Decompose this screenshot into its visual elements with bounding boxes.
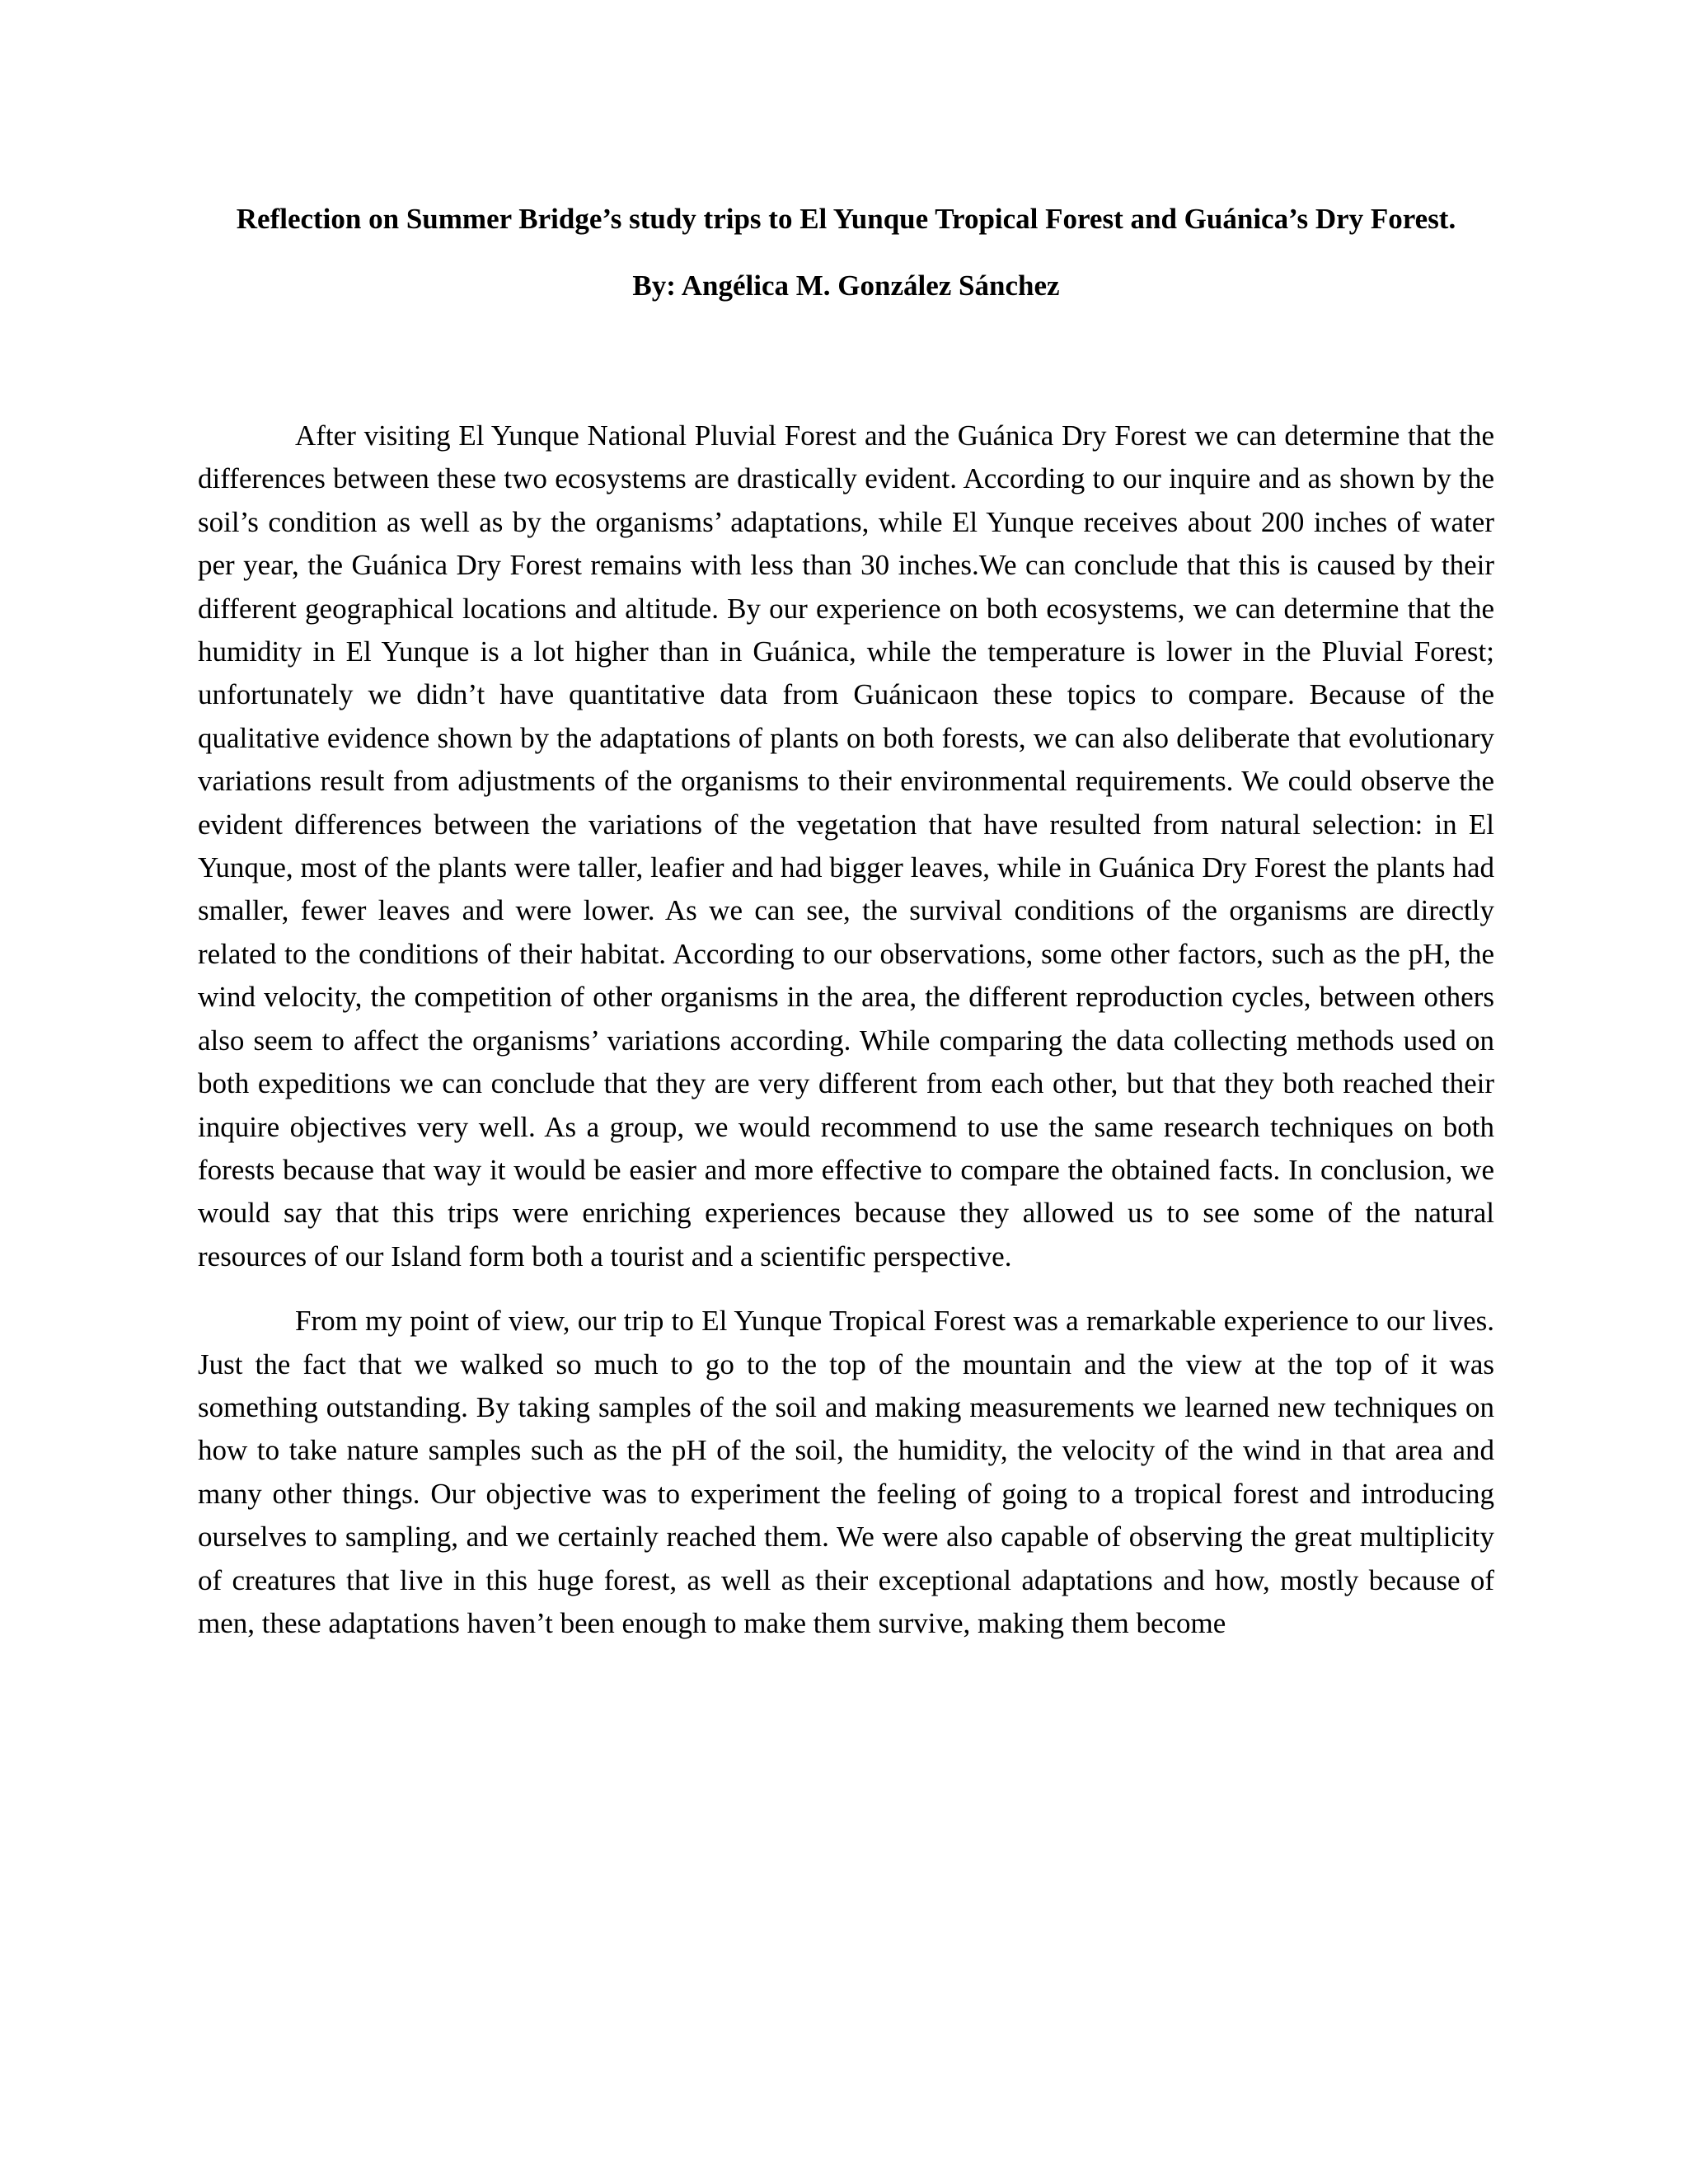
body-paragraph-2: From my point of view, our trip to El Yunque Tropical Forest was a remarkable experience to our lives. Just the fact that we walked so much to go to the top of the mountain and the view at the top of it was something outstanding. By taking samples of the soil and making measurements we learned new techniques on how to take nature samples such as the pH of the soil, the humidity, the velocity of the wind in that area and many other things. Our objective was to experiment the feeling of going to a tropical forest and introducing ourselves to sampling, and we certainly reached them. We were also capable of observing the great multiplicity of creatures that live in this huge forest, as well as their exceptional adaptations and how, mostly because of men, these adaptations haven’t been enough to make them survive, making them become	[198, 1305, 1494, 1639]
document-author: By: Angélica M. González Sánchez	[632, 269, 1060, 302]
document-title: Reflection on Summer Bridge’s study trips to El Yunque Tropical Forest and Guánica’s Dry Forest.	[236, 203, 1456, 235]
document-body	[198, 415, 1494, 1645]
document-page	[198, 198, 1494, 1645]
body-paragraph-1: After visiting El Yunque National Pluvial Forest and the Guánica Dry Forest we can determine that the differences between these two ecosystems are drastically evident. According to our inquire and as shown by the soil’s condition as well as by the organisms’ adaptations, while El Yunque receives about 200 inches of water per year, the Guánica Dry Forest remains with less than 30 inches.We can conclude that this is caused by their different geographical locations and altitude. By our experience on both ecosystems, we can determine that the humidity in El Yunque is a lot higher than in Guánica, while the temperature is lower in the Pluvial Forest; unfortunately we didn’t have quantitative data from Guánicaon these topics to compare. Because of the qualitative evidence shown by the adaptations of plants on both forests, we can also deliberate that evolutionary variations result from adjustments of the organisms to their environmental requirements. We could observe the evident differences between the variations of the vegetation that have resulted from natural selection: in El Yunque, most of the plants were taller, leafier and had bigger leaves, while in Guánica Dry Forest the plants had smaller, fewer leaves and were lower. As we can see, the survival conditions of the organisms are directly related to the conditions of their habitat. According to our observations, some other factors, such as the pH, the wind velocity, the competition of other organisms in the area, the different reproduction cycles, between others also seem to affect the organisms’ variations according. While comparing the data collecting methods used on both expeditions we can conclude that they are very different from each other, but that they both reached their inquire objectives very well. As a group, we would recommend to use the same research techniques on both forests because that way it would be easier and more effective to compare the obtained facts. In conclusion, we would say that this trips were enriching experiences because they allowed us to see some of the natural resources of our Island form both a tourist and a scientific perspective.	[198, 419, 1494, 1272]
